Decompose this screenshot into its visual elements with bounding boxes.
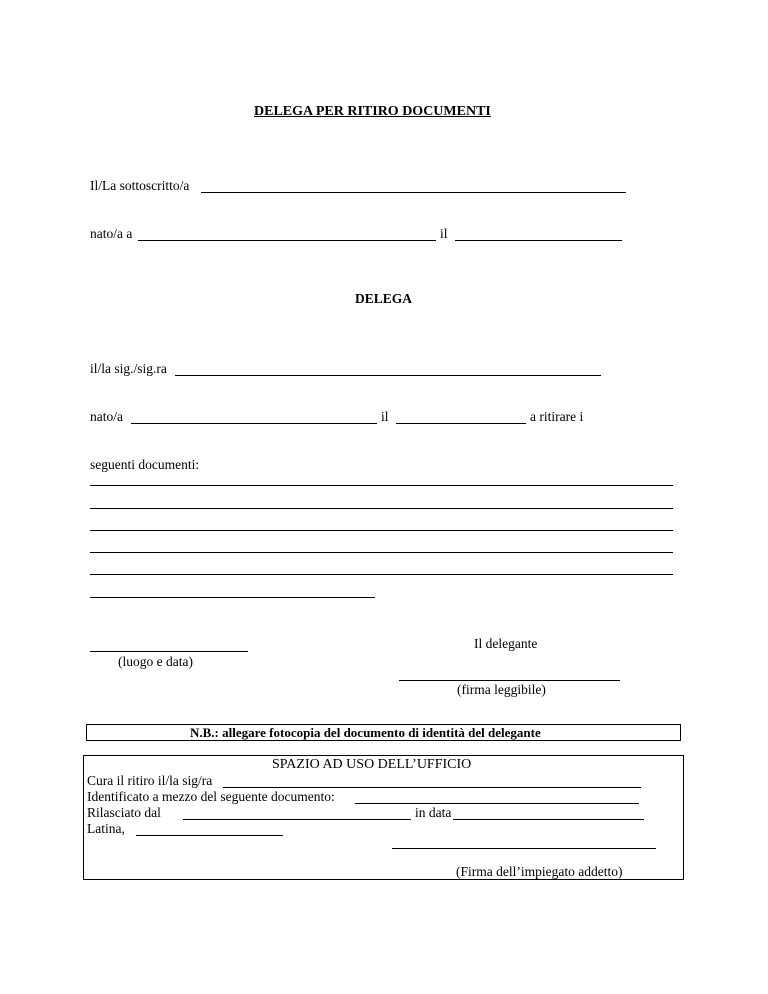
- document-title: DELEGA PER RITIRO DOCUMENTI: [254, 104, 491, 119]
- note-box: [86, 724, 681, 741]
- issued-date-field[interactable]: [453, 819, 644, 820]
- delegate-birthplace-label: nato/a: [90, 409, 123, 424]
- delegate-name-field[interactable]: [175, 375, 601, 376]
- latina-date-field[interactable]: [136, 835, 283, 836]
- place-date-label: (luogo e data): [118, 654, 193, 669]
- pickup-name-field[interactable]: [223, 787, 641, 788]
- delegate-birthdate-label: il: [381, 409, 389, 424]
- delegator-birthdate-field[interactable]: [455, 240, 622, 241]
- collect-label: a ritirare i: [530, 409, 584, 424]
- note-text: N.B.: allegare fotocopia del documento di identità del delegante: [190, 725, 541, 740]
- delega-heading: DELEGA: [355, 291, 413, 306]
- in-data-label: in data: [415, 805, 452, 820]
- delegator-birthplace-field[interactable]: [138, 240, 436, 241]
- identified-document-field[interactable]: [355, 803, 639, 804]
- documents-label: seguenti documenti:: [90, 457, 200, 472]
- delegator-birthdate-label: il: [440, 226, 448, 241]
- delegate-birthdate-field[interactable]: [396, 423, 526, 424]
- documents-line[interactable]: [90, 597, 375, 598]
- undersigned-name-field[interactable]: [201, 192, 626, 193]
- pickup-label: Cura il ritiro il/la sig/ra: [87, 773, 213, 788]
- readable-signature-label: (firma leggibile): [457, 682, 546, 697]
- delegate-birthplace-field[interactable]: [131, 423, 377, 424]
- issued-label: Rilasciato dal: [87, 805, 161, 820]
- undersigned-label: Il/La sottoscritto/a: [90, 178, 190, 193]
- office-heading: SPAZIO AD USO DELL’UFFICIO: [272, 757, 472, 772]
- identified-label: Identificato a mezzo del seguente documento:: [87, 789, 335, 804]
- delegante-label: Il delegante: [474, 636, 538, 651]
- place-date-field[interactable]: [90, 651, 248, 652]
- issued-by-field[interactable]: [183, 819, 411, 820]
- documents-line[interactable]: [90, 508, 673, 509]
- documents-line[interactable]: [90, 530, 673, 531]
- employee-signature-label: (Firma dell’impiegato addetto): [456, 864, 623, 879]
- latina-label: Latina,: [87, 821, 125, 836]
- documents-line[interactable]: [90, 485, 673, 486]
- delegate-name-label: il/la sig./sig.ra: [90, 361, 167, 376]
- documents-line[interactable]: [90, 574, 673, 575]
- employee-signature-field[interactable]: [392, 848, 656, 849]
- delegante-signature-field[interactable]: [399, 680, 620, 681]
- office-box: [83, 755, 684, 880]
- documents-line[interactable]: [90, 552, 673, 553]
- delegator-birthplace-label: nato/a a: [90, 226, 133, 241]
